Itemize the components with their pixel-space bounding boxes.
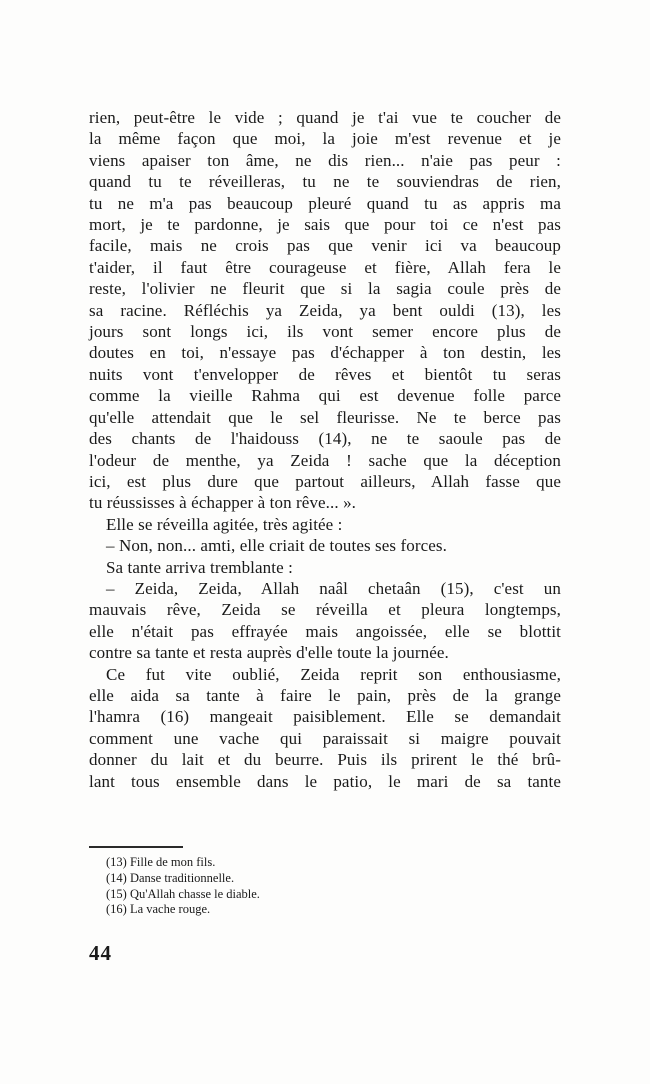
text-line: t'aider, il faut être courageuse et fière, Allah fera le — [89, 257, 561, 277]
text-line: nuits vont t'envelopper de rêves et bientôt tu seras — [89, 364, 561, 384]
text-line: jours sont longs ici, ils vont semer encore plus de — [89, 322, 561, 342]
text-line: elle n'était pas effrayée mais angoissée, elle se blottit — [89, 621, 561, 641]
text-line: ici, est plus dure que partout ailleurs, Allah fasse que — [89, 471, 561, 491]
footnotes — [106, 855, 526, 918]
text-line: comme la vieille Rahma qui est devenue folle parce — [89, 386, 561, 406]
paragraph — [89, 664, 561, 792]
text-line: tu réussisses à échapper à ton rêve... ». — [89, 493, 357, 513]
footnote: (16) La vache rouge. — [106, 902, 211, 917]
text-line: l'hamra (16) mangeait paisiblement. Elle se demandait — [89, 707, 561, 727]
text-line: comment une vache qui paraissait si maigre pouvait — [89, 728, 561, 748]
text-line: mort, je te pardonne, je sais que pour toi ce n'est pas — [89, 215, 561, 235]
text-line: elle aida sa tante à faire le pain, près de la grange — [89, 685, 561, 705]
text-line: Ce fut vite oublié, Zeida reprit son enthousiasme, — [106, 664, 561, 684]
text-line: donner du lait et du beurre. Puis ils prirent le thé brû- — [89, 750, 561, 770]
text-line: Sa tante arriva tremblante : — [106, 557, 293, 577]
paragraph — [89, 557, 561, 578]
page-number: 44 — [89, 941, 112, 965]
text-line: qu'elle attendait que le sel fleurisse. Ne te berce pas — [89, 407, 561, 427]
text-line: Elle se réveilla agitée, très agitée : — [106, 514, 343, 534]
paragraph — [89, 514, 561, 535]
text-line: tu ne m'a pas beaucoup pleuré quand tu as appris ma — [89, 193, 561, 213]
text-line: des chants de l'haidouss (14), ne te saoule pas de — [89, 429, 561, 449]
text-line: lant tous ensemble dans le patio, le mari de sa tante — [89, 771, 561, 791]
paragraph — [89, 578, 561, 664]
text-line: contre sa tante et resta auprès d'elle toute la journée. — [89, 643, 449, 663]
text-line: – Zeida, Zeida, Allah naâl chetaân (15), c'est un — [106, 578, 561, 598]
text-line: sa racine. Réfléchis ya Zeida, ya bent ouldi (13), les — [89, 300, 561, 320]
footnote: (14) Danse traditionnelle. — [106, 870, 235, 885]
page-body-text — [89, 107, 561, 792]
text-line: mauvais rêve, Zeida se réveilla et pleura longtemps, — [89, 600, 561, 620]
footnote: (13) Fille de mon fils. — [106, 855, 216, 869]
text-line: doutes en toi, n'essaye pas d'échapper à ton destin, les — [89, 343, 561, 363]
text-line: reste, l'olivier ne fleurit que si la sagia coule près de — [89, 279, 561, 299]
text-line: la même façon que moi, la joie m'est revenue et je — [89, 129, 561, 149]
text-line: quand tu te réveilleras, tu ne te souviendras de rien, — [89, 172, 561, 192]
footnote: (15) Qu'Allah chasse le diable. — [106, 886, 260, 901]
text-line: viens apaiser ton âme, ne dis rien... n'aie pas peur : — [89, 150, 561, 170]
text-line: – Non, non... amti, elle criait de toutes ses forces. — [106, 536, 447, 556]
footnote-separator — [89, 846, 183, 848]
paragraph — [89, 535, 561, 556]
text-line: facile, mais ne crois pas que venir ici va beaucoup — [89, 236, 561, 256]
paragraph — [89, 107, 561, 514]
text-line: rien, peut-être le vide ; quand je t'ai vue te coucher de — [89, 108, 561, 127]
text-line: l'odeur de menthe, ya Zeida ! sache que la déception — [89, 450, 561, 470]
